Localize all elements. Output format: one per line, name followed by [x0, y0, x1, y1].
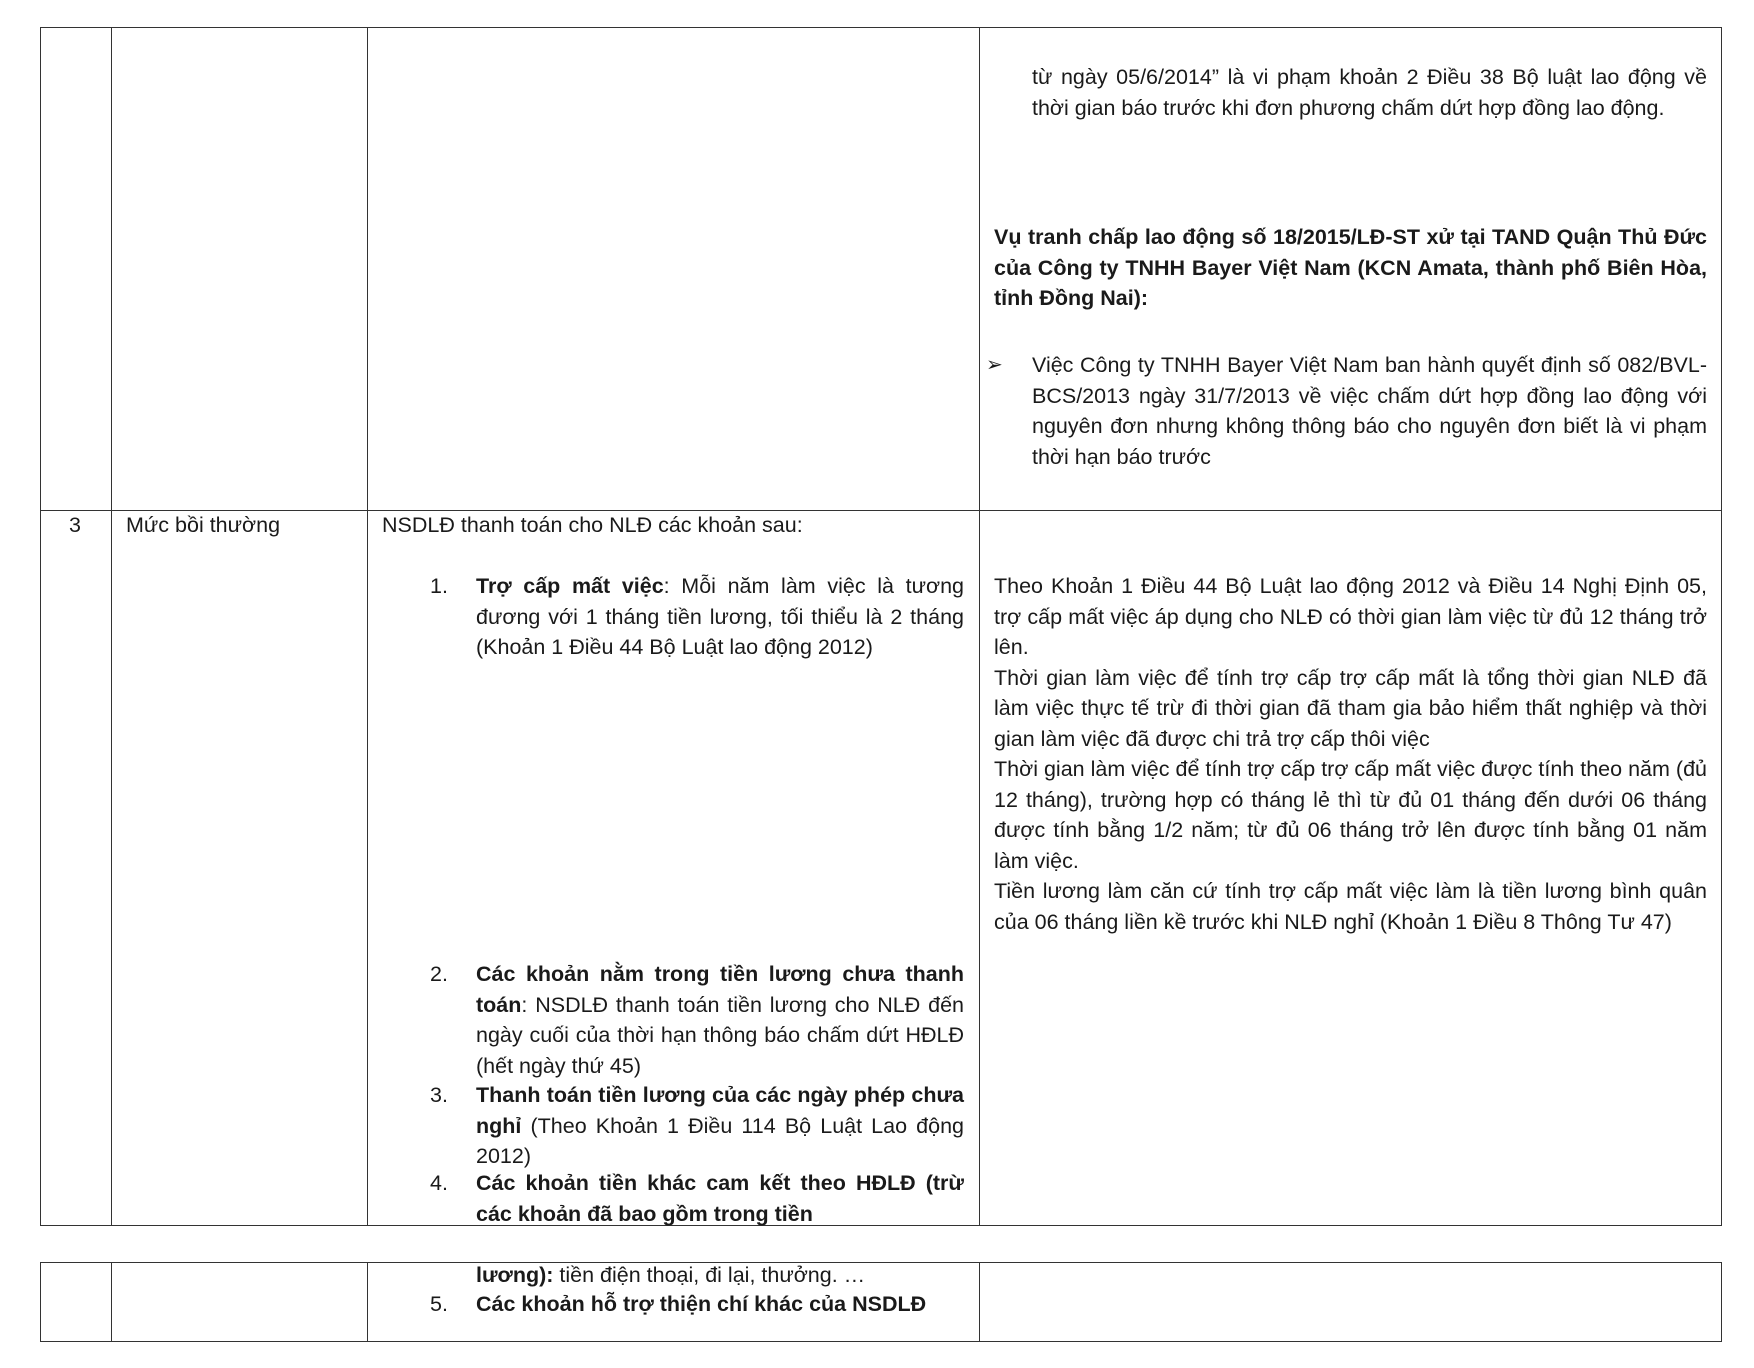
col-divider-2: [367, 28, 368, 1225]
list-item-5: Các khoản hỗ trợ thiện chí khác của NSDLĐ: [476, 1292, 927, 1316]
list-item-1-number: 1.: [430, 574, 448, 598]
list-item-1: [476, 571, 964, 663]
list-item-3: [476, 1080, 964, 1172]
explanation-para-2: Thời gian làm việc để tính trợ cấp trợ cấp mất là tổng thời gian NLĐ đã làm việc thực tế trừ đi thời gian đã tham gia bảo hiểm thất nghiệp và thời gian làm việc đã được chi trả trợ cấp thôi việc: [994, 665, 1707, 751]
item-3-text: (Theo Khoản 1 Điều 114 Bộ Luật Lao động 2012): [476, 1113, 964, 1168]
item-1-bold: Trợ cấp mất việc: [476, 574, 664, 598]
explanation-para-1: Theo Khoản 1 Điều 44 Bộ Luật lao động 2012 và Điều 14 Nghị Định 05, trợ cấp mất việc áp dụng cho NLĐ có thời gian làm việc từ đủ 12 tháng trở lên.: [994, 574, 1707, 659]
list-item-2-number: 2.: [430, 962, 448, 986]
prev-row-paragraph: từ ngày 05/6/2014” là vi phạm khoản 2 Điều 38 Bộ luật lao động về thời gian báo trước khi đơn phương chấm dứt hợp đồng lao động.: [1032, 65, 1707, 120]
list-item-5-number: 5.: [430, 1292, 448, 1316]
row-divider: [41, 510, 1721, 511]
col-divider-3: [979, 28, 980, 1225]
list-item-4: [476, 1168, 964, 1229]
list-item-4-continuation: [476, 1260, 964, 1291]
row-title: Mức bồi thường: [126, 513, 281, 537]
col-divider-3: [979, 1263, 980, 1341]
item-2-bold: Các khoản nằm trong tiền lương chưa thanh toán: [476, 962, 964, 1017]
row-number: 3: [69, 513, 81, 537]
item-4-cont-bold: lương):: [476, 1263, 554, 1287]
case-bullet-text: Việc Công ty TNHH Bayer Việt Nam ban hành quyết định số 082/BVL-BCS/2013 ngày 31/7/2013 về việc chấm dứt hợp đồng lao động với nguyên đơn nhưng không thông báo cho nguyên đơn biết là vi phạm thời hạn báo trước: [1032, 353, 1707, 469]
col-divider-1: [111, 28, 112, 1225]
row3-explanation: [994, 571, 1707, 937]
case-heading: Vụ tranh chấp lao động số 18/2015/LĐ-ST xử tại TAND Quận Thủ Đức của Công ty TNHH Bayer Việt Nam (KCN Amata, thành phố Biên Hòa, tỉnh Đồng Nai):: [994, 225, 1707, 310]
explanation-para-3: Thời gian làm việc để tính trợ cấp trợ cấp mất việc được tính theo năm (đủ 12 tháng), trường hợp có tháng lẻ thì từ đủ 01 tháng đến dưới 06 tháng được tính bằng 1/2 năm; từ đủ 06 tháng trở lên được tính bằng 01 năm làm việc.: [994, 757, 1707, 873]
col-divider-1: [111, 1263, 112, 1341]
row-intro: NSDLĐ thanh toán cho NLĐ các khoản sau:: [382, 513, 803, 537]
bullet-arrow-icon: ➢: [986, 354, 1003, 376]
item-4-cont-text: tiền điện thoại, đi lại, thưởng. …: [553, 1263, 866, 1287]
explanation-para-4: Tiền lương làm căn cứ tính trợ cấp mất việc làm là tiền lương bình quân của 06 tháng liền kề trước khi NLĐ nghỉ (Khoản 1 Điều 8 Thông Tư 47): [994, 879, 1707, 934]
list-item-3-number: 3.: [430, 1083, 448, 1107]
item-1-text: : Mỗi năm làm việc là tương đương với 1 tháng tiền lương, tối thiểu là 2 tháng (Khoản 1 Điều 44 Bộ Luật lao động 2012): [476, 574, 964, 659]
list-item-2: [476, 959, 964, 1081]
item-2-text: : NSDLĐ thanh toán tiền lương cho NLĐ đến ngày cuối của thời hạn thông báo chấm dứt HĐLĐ (hết ngày thứ 45): [476, 992, 964, 1078]
col-divider-2: [367, 1263, 368, 1341]
item-3-bold: Thanh toán tiền lương của các ngày phép chưa nghỉ: [476, 1083, 964, 1138]
item-4-bold: Các khoản tiền khác cam kết theo HĐLĐ (trừ các khoản đã bao gồm trong tiền: [476, 1171, 964, 1226]
list-item-4-number: 4.: [430, 1171, 448, 1195]
